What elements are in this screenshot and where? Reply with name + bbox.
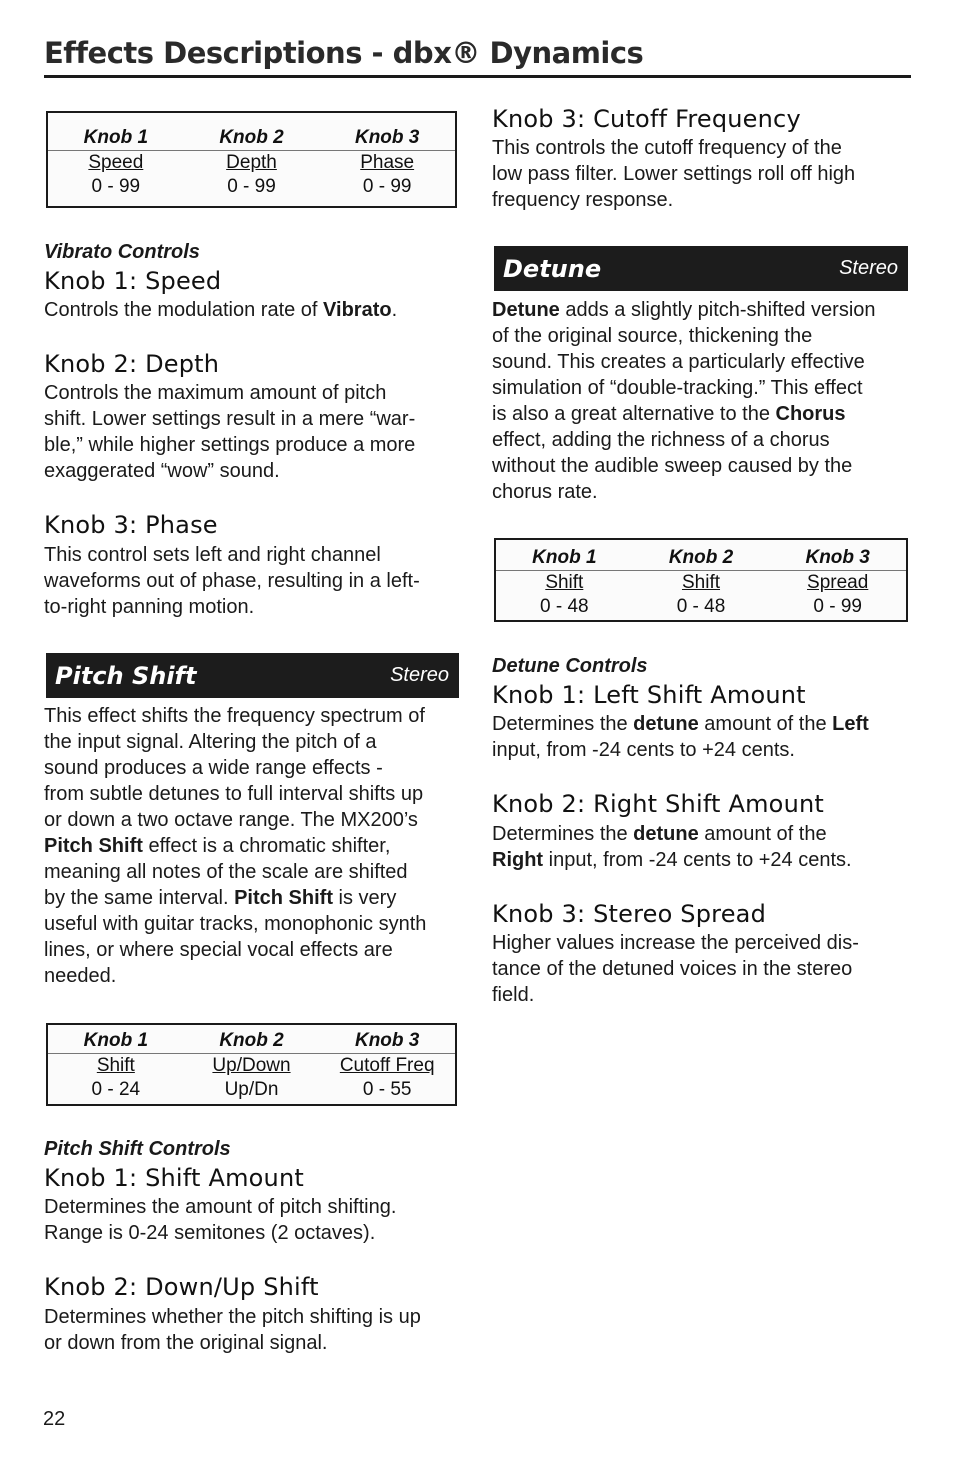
table-row	[496, 595, 906, 619]
table-header-row	[496, 546, 906, 571]
table-cell: Shift	[96, 1055, 135, 1076]
pitch-shift-knob1-text: Determines the amount of pitch shifting. Range is 0-24 semitones (2 octaves).	[44, 1196, 397, 1244]
table-header-row	[48, 126, 455, 151]
vibrato-controls-title: Vibrato Controls	[44, 241, 200, 263]
title-rule	[44, 75, 911, 78]
detune-title: Detune	[503, 254, 602, 283]
table-row	[48, 175, 455, 199]
pitch-shift-knob2-text: Determines whether the pitch shifting is up or down from the original signal.	[44, 1306, 421, 1354]
table-cell: 0 - 99	[813, 596, 862, 617]
pitch-shift-section-bar	[46, 653, 459, 698]
table-cell: Spread	[807, 572, 869, 593]
table-cell: Speed	[88, 152, 144, 173]
table-cell: 0 - 99	[91, 176, 141, 197]
table-cell: 0 - 24	[91, 1079, 141, 1100]
table-cell: 0 - 99	[362, 176, 412, 197]
table-header-cell: Knob 2	[219, 1030, 284, 1051]
page-number: 22	[43, 1408, 66, 1430]
detune-section-bar	[494, 246, 908, 291]
table-row	[48, 1054, 455, 1078]
table-row	[48, 1078, 455, 1102]
table-header-cell: Knob 3	[805, 547, 870, 568]
table-cell: Cutoff Freq	[339, 1055, 435, 1076]
detune-knob2-heading: Knob 2: Right Shift Amount	[492, 790, 825, 818]
table-header-cell: Knob 1	[532, 547, 597, 568]
table-header-cell: Knob 1	[83, 1030, 149, 1051]
table-cell: Up/Dn	[224, 1079, 279, 1100]
detune-controls-title: Detune Controls	[492, 655, 648, 677]
table-cell: Phase	[360, 152, 415, 173]
table-cell: Up/Down	[212, 1055, 291, 1076]
vibrato-knob1-text: Controls the modulation rate of Vibrato.	[44, 299, 398, 321]
table-cell: 0 - 48	[540, 596, 589, 617]
table-cell: 0 - 99	[227, 176, 276, 197]
pitch-shift-knob-table	[46, 1023, 457, 1106]
pitch-shift-knob3-heading: Knob 3: Cutoff Frequency	[492, 105, 801, 133]
table-header-cell: Knob 3	[354, 1030, 420, 1051]
table-header-cell: Knob 1	[83, 127, 149, 148]
table-cell: 0 - 48	[676, 596, 726, 617]
detune-stereo-tag: Stereo	[839, 257, 898, 279]
vibrato-knob3-text: This control sets left and right channel waveforms out of phase, resulting in a left- to-right panning motion.	[44, 544, 420, 618]
pitch-shift-knob2-heading: Knob 2: Down/Up Shift	[44, 1273, 319, 1301]
detune-intro: Detune adds a slightly pitch-shifted version of the original source, thickening the sound. This creates a particularly effective simulation of “double-tracking.” This effect is also a great alternative to the Chorus effect, adding the richness of a chorus without the audible sweep caused by the chorus rate.	[492, 299, 876, 503]
vibrato-knob2-text: Controls the maximum amount of pitch shift. Lower settings result in a mere “war- ble,” while higher settings produce a more exaggerated “wow” sound.	[44, 382, 416, 482]
detune-knob3-heading: Knob 3: Stereo Spread	[492, 900, 767, 928]
page-title: Effects Descriptions - dbx® Dynamics	[44, 36, 644, 70]
detune-knob1-heading: Knob 1: Left Shift Amount	[492, 681, 806, 709]
table-cell: Shift	[545, 572, 584, 593]
table-cell: Shift	[681, 572, 721, 593]
table-cell: 0 - 55	[362, 1079, 412, 1100]
table-cell: Depth	[226, 152, 277, 173]
pitch-shift-intro: This effect shifts the frequency spectrum of the input signal. Altering the pitch of a sound produces a wide range effects - from subtle detunes to full interval shifts up or down a two octave range. The MX200’s Pitch Shift effect is a chromatic shifter, meaning all notes of the scale are shifted by the same interval. Pitch Shift is very useful with guitar tracks, monophonic synth lines, or where special vocal effects are needed.	[44, 705, 427, 987]
detune-knob2-text: Determines the detune amount of the Right input, from -24 cents to +24 cents.	[492, 823, 852, 871]
vibrato-knob2-heading: Knob 2: Depth	[44, 350, 220, 378]
pitch-shift-knob1-heading: Knob 1: Shift Amount	[44, 1164, 304, 1192]
table-header-cell: Knob 2	[219, 127, 284, 148]
table-row	[48, 151, 455, 175]
table-header-cell: Knob 2	[668, 547, 734, 568]
vibrato-knob-table	[46, 111, 457, 208]
pitch-shift-controls-title: Pitch Shift Controls	[44, 1138, 231, 1160]
detune-knob-table	[494, 538, 908, 622]
pitch-shift-knob3-text: This controls the cutoff frequency of the low pass filter. Lower settings roll off high frequency response.	[492, 137, 856, 211]
pitch-shift-stereo-tag: Stereo	[390, 664, 449, 686]
vibrato-knob3-heading: Knob 3: Phase	[44, 511, 218, 539]
table-header-cell: Knob 3	[354, 127, 420, 148]
table-row	[496, 571, 906, 595]
vibrato-knob1-heading: Knob 1: Speed	[44, 267, 222, 295]
detune-knob3-text: Higher values increase the perceived dis- tance of the detuned voices in the stereo field.	[492, 932, 859, 1006]
table-header-row	[48, 1029, 455, 1054]
detune-knob1-text: Determines the detune amount of the Left input, from -24 cents to +24 cents.	[492, 713, 869, 761]
pitch-shift-title: Pitch Shift	[55, 661, 197, 690]
